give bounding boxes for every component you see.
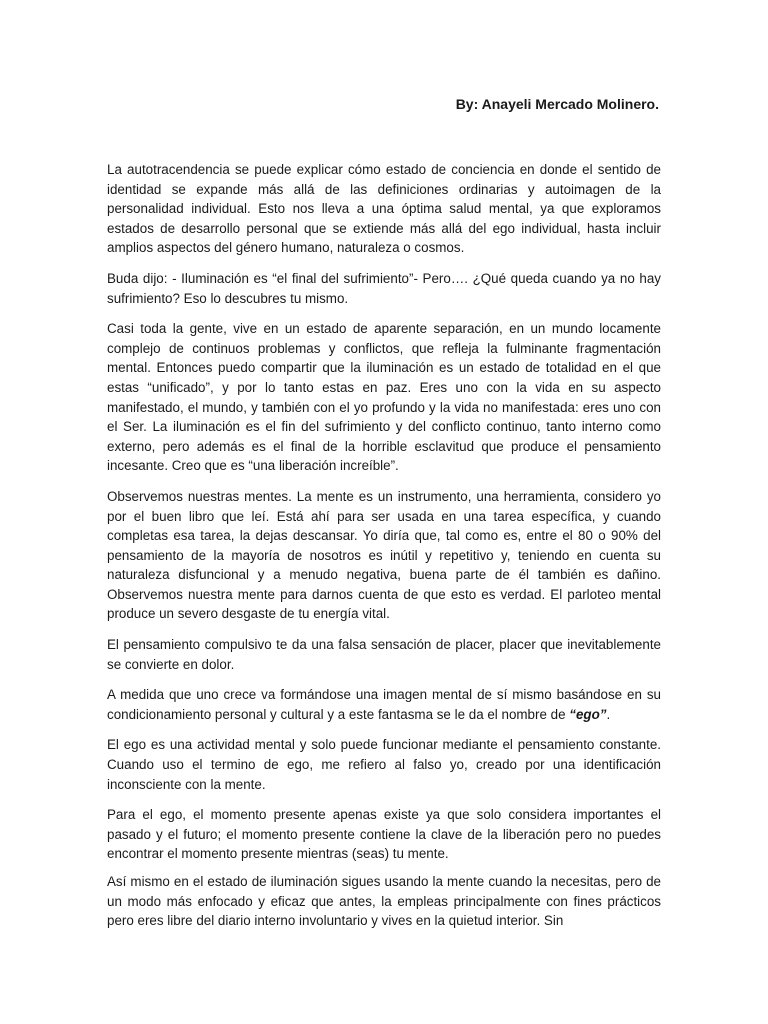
ego-paragraph-end: . bbox=[606, 706, 611, 722]
paragraph-iluminacion-mente: Así mismo en el estado de iluminación sigues usando la mente cuando la necesitas, pero de un modo más enfocado y eficaz que antes, la empleas principalmente con fines prácticos pero eres libre del diario interno involuntario y vives en la quietud interior. Sin bbox=[107, 874, 661, 929]
author-byline: By: Anayeli Mercado Molinero. bbox=[455, 96, 659, 112]
ego-emphasis: “ego” bbox=[569, 706, 607, 722]
paragraph-ego-actividad: El ego es una actividad mental y solo puede funcionar mediante el pensamiento constante. Cuando uso el termino de ego, me refiero al falso yo, creado por una identificación inconsciente con la mente. bbox=[107, 737, 661, 792]
paragraph-ego-definition bbox=[107, 685, 661, 724]
paragraph-autotrascendencia: La autotracendencia se puede explicar cómo estado de conciencia en donde el sentido de identidad se expande más allá de las definiciones ordinarias y autoimagen de la personalidad individual. Esto nos lleva a una óptima salud mental, ya que exploramos estados de desarrollo personal que se extiende más allá del ego individual, hasta incluir amplios aspectos del género humano, naturaleza o cosmos. bbox=[107, 162, 661, 256]
paragraph-observemos: Observemos nuestras mentes. La mente es un instrumento, una herramienta, considero yo por el buen libro que leí. Está ahí para ser usada en una tarea específica, y cuando completas esa tarea, la dejas descansar. Yo diría que, tal como es, entre el 80 o 90% del pensamiento de la mayoría de nosotros es inútil y repetitivo y, teniendo en cuenta su naturaleza disfuncional y a menudo negativa, buena parte de él también es dañino. Observemos nuestra mente para darnos cuenta de que esto es verdad. El parloteo mental produce un severo desgaste de tu energía vital. bbox=[107, 488, 661, 622]
ego-paragraph-text: A medida que uno crece va formándose una imagen mental de sí mismo basándose en su condicionamiento personal y cultural y a este fantasma se le da el nombre de bbox=[107, 687, 661, 722]
paragraph-momento-presente: Para el ego, el momento presente apenas existe ya que solo considera importantes el pasado y el futuro; el momento presente contiene la clave de la liberación pero no puedes encontrar el momento presente mientras (seas) tu mente. bbox=[107, 807, 661, 862]
paragraph-pensamiento-compulsivo: El pensamiento compulsivo te da una falsa sensación de placer, placer que inevitablemente se convierte en dolor. bbox=[107, 637, 661, 672]
paragraph-buda: Buda dijo: - Iluminación es “el final del sufrimiento”- Pero…. ¿Qué queda cuando ya no hay sufrimiento? Eso lo descubres tu mismo. bbox=[107, 270, 661, 306]
paragraph-separacion: Casi toda la gente, vive en un estado de aparente separación, en un mundo locamente complejo de continuos problemas y conflictos, que refleja la fulminante fragmentación mental. Entonces puedo compartir que la iluminación es un estado de totalidad en el que estas “unificado”, y por lo tanto estas en paz. Eres uno con la vida en su aspecto manifestado, el mundo, y también con el yo profundo y la vida no manifestada: eres uno con el Ser. La iluminación es el fin del sufrimiento y del conflicto continuo, tanto interno como externo, pero además es el final de la horrible esclavitud que produce el pensamiento incesante. Creo que es “una liberación increíble”. bbox=[107, 321, 661, 474]
